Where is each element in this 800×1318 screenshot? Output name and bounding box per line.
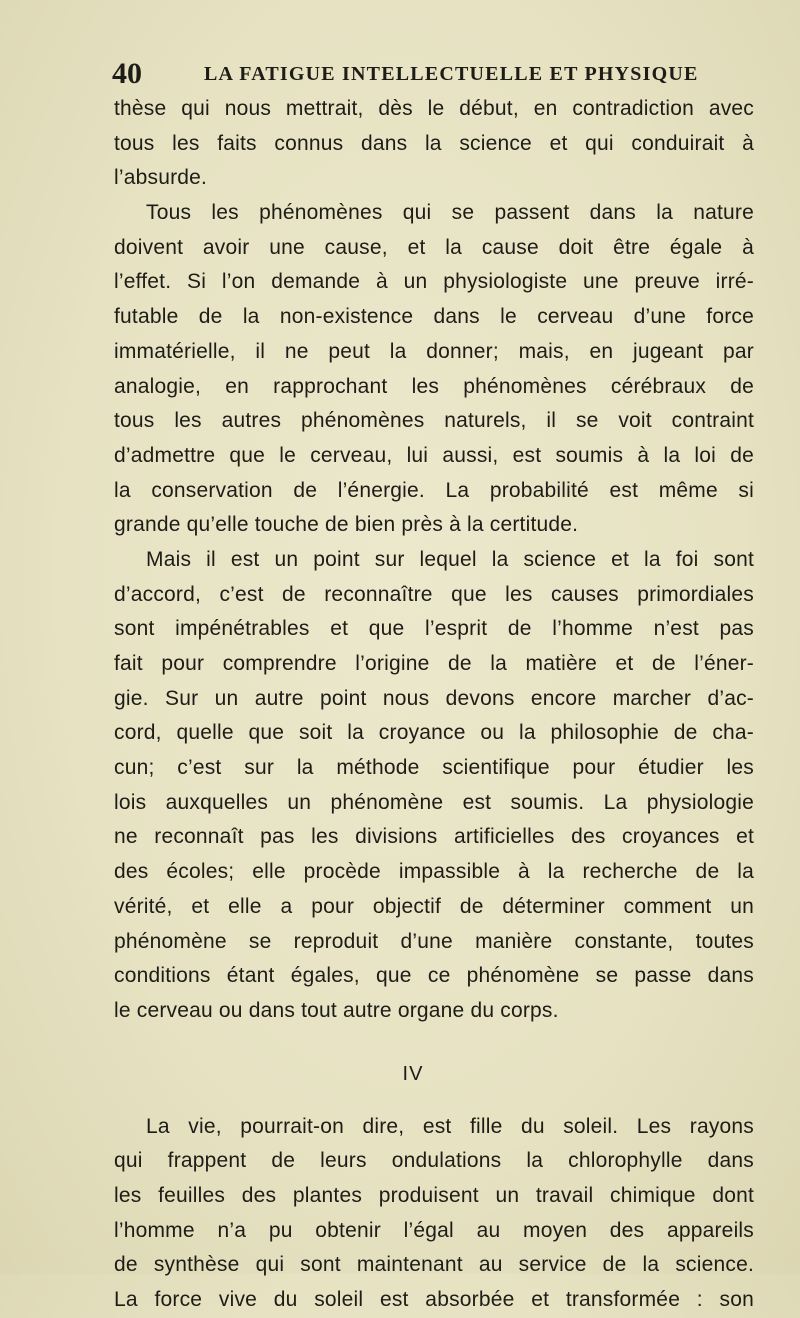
page-number: 40 (112, 57, 142, 90)
paragraph-1 (114, 92, 754, 196)
text-line: des écoles; elle procède impassible à la recherche de la (114, 860, 754, 884)
text-line: phénomène se reproduit d’une manière constante, toutes (114, 929, 754, 953)
text-line: grande qu’elle touche de bien près à la certitude. (114, 513, 579, 537)
text-line: d’admettre que le cerveau, lui aussi, est soumis à la loi de (114, 443, 754, 467)
text-line: conditions étant égales, que ce phénomène se passe dans (114, 964, 754, 988)
text-line: d’accord, c’est de reconnaître que les causes primordiales (114, 582, 754, 606)
running-head (112, 56, 712, 92)
paragraph-2 (114, 196, 754, 543)
text-line: Tous les phénomènes qui se passent dans la nature (146, 201, 754, 225)
text-line: la conservation de l’énergie. La probabilité est même si (114, 478, 754, 502)
running-title: LA FATIGUE INTELLECTUELLE ET PHYSIQUE (204, 63, 699, 85)
paragraph-3 (114, 543, 754, 1029)
text-line: La force vive du soleil est absorbée et transformée : son (114, 1288, 754, 1311)
text-line: La vie, pourrait-on dire, est fille du soleil. Les rayons (146, 1114, 754, 1138)
paragraph-4 (114, 1110, 754, 1318)
text-line: vérité, et elle a pour objectif de déterminer comment un (114, 894, 754, 918)
text-line: ne reconnaît pas les divisions artificielles des croyances et (114, 825, 754, 849)
text-line: l’homme n’a pu obtenir l’égal au moyen des appareils (114, 1218, 754, 1242)
text-line: l’absurde. (114, 166, 208, 190)
text-line: tous les autres phénomènes naturels, il se voit contraint (114, 409, 754, 433)
text-line: cun; c’est sur la méthode scientifique pour étudier les (114, 756, 754, 780)
text-line: immatérielle, il ne peut la donner; mais, en jugeant par (114, 339, 754, 363)
text-line: l’effet. Si l’on demande à un physiologiste une preuve irré- (114, 270, 754, 294)
text-line: doivent avoir une cause, et la cause doit être égale à (114, 235, 754, 259)
text-line: qui frappent de leurs ondulations la chlorophylle dans (114, 1149, 754, 1173)
body-text (114, 92, 754, 1318)
text-line: cord, quelle que soit la croyance ou la philosophie de cha- (114, 721, 754, 745)
text-line: sont impénétrables et que l’esprit de l’homme n’est pas (114, 617, 754, 641)
text-line: le cerveau ou dans tout autre organe du corps. (114, 998, 559, 1022)
text-line: futable de la non-existence dans le cerveau d’une force (114, 305, 754, 329)
text-line: gie. Sur un autre point nous devons encore marcher d’ac- (114, 686, 754, 710)
text-line: tous les faits connus dans la science et qui conduirait à (114, 131, 754, 155)
text-line: fait pour comprendre l’origine de la matière et de l’éner- (114, 652, 754, 675)
section-heading: IV (402, 1062, 424, 1085)
text-line: analogie, en rapprochant les phénomènes cérébraux de (114, 374, 754, 398)
text-line: thèse qui nous mettrait, dès le début, en contradiction avec (114, 97, 754, 120)
text-line: les feuilles des plantes produisent un travail chimique dont (114, 1183, 754, 1207)
text-line: de synthèse qui sont maintenant au service de la science. (114, 1253, 754, 1277)
text-line: Mais il est un point sur lequel la science et la foi sont (146, 547, 754, 571)
text-line: lois auxquelles un phénomène est soumis. La physiologie (114, 790, 754, 814)
